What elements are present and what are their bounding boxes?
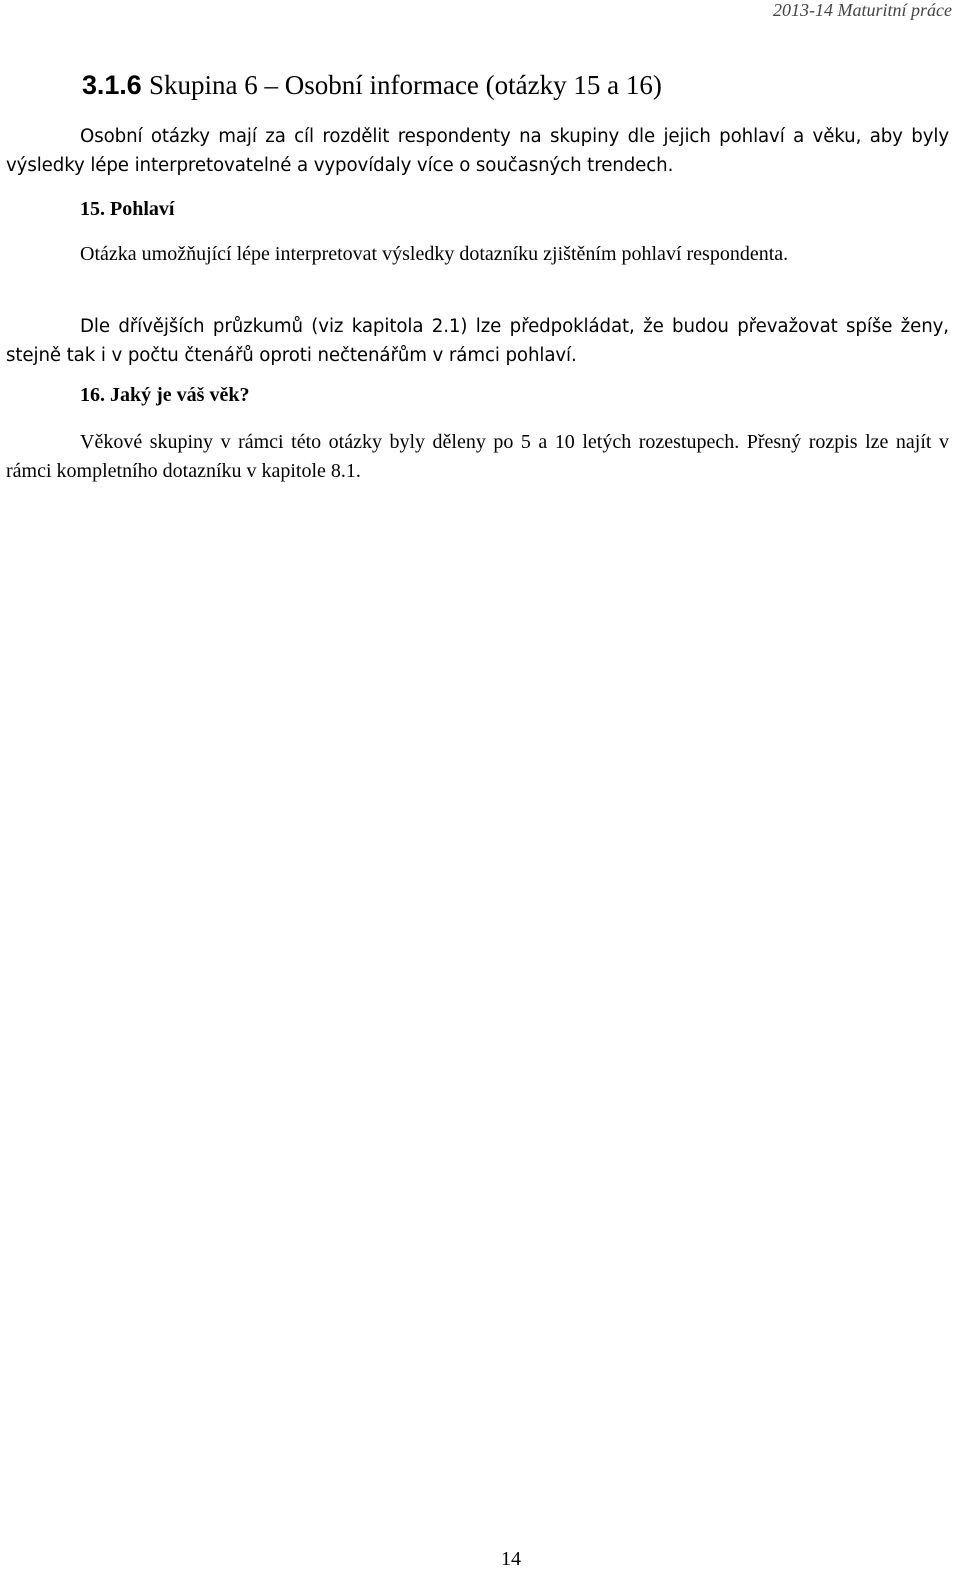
section-number: 3.1.6 bbox=[82, 70, 142, 100]
question-15-heading: 15. Pohlaví bbox=[80, 198, 175, 220]
intro-paragraph: Osobní otázky mají za cíl rozdělit respondenty na skupiny dle jejich pohlaví a věku, aby byly výsledky lépe interpretovatelné a vypovídaly více o současných trendech. bbox=[6, 126, 949, 176]
section-heading bbox=[82, 70, 662, 101]
question-16-description: Věkové skupiny v rámci této otázky byly děleny po 5 a 10 letých rozestupech. Přesný rozpis lze najít v rámci kompletního dotazníku v kapitole 8.1. bbox=[6, 431, 949, 482]
question-15-description: Otázka umožňující lépe interpretovat výsledky dotazníku zjištěním pohlaví respondenta. bbox=[80, 243, 789, 265]
question-15-expectation: Dle dřívějších průzkumů (viz kapitola 2.1) lze předpokládat, že budou převažovat spíše ženy, stejně tak i v počtu čtenářů oproti nečtenářům v rámci pohlaví. bbox=[6, 316, 949, 366]
section-title: Skupina 6 – Osobní informace (otázky 15 a 16) bbox=[148, 70, 662, 100]
page-number: 14 bbox=[501, 1548, 521, 1570]
question-16-heading: 16. Jaký je váš věk? bbox=[80, 384, 250, 406]
running-header: 2013-14 Maturitní práce bbox=[773, 0, 952, 20]
